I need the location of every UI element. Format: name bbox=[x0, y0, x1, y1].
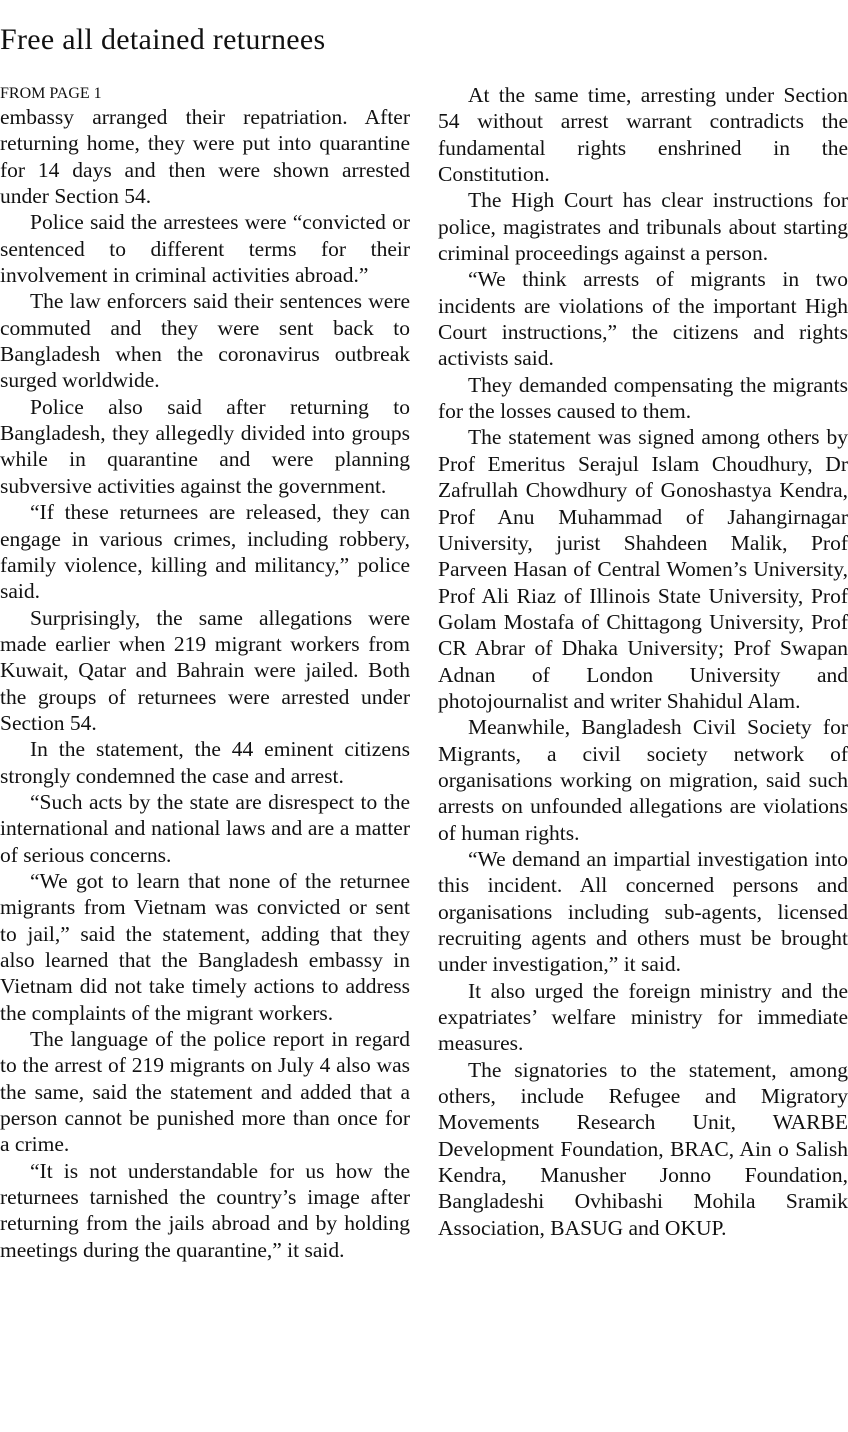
paragraph: Police said the arrestees were “convicted or sentenced to different terms for their involvement in criminal activities abroad.” bbox=[0, 210, 410, 288]
paragraph: “We demand an impartial investigation into this incident. All concerned persons and organisations including sub-agents, licensed recruiting agents and others must be brought under investigation,” it said. bbox=[438, 846, 848, 977]
paragraph: The signatories to the statement, among others, include Refugee and Migratory Movements Research Unit, WARBE Development Foundation, BRAC, Ain o Salish Kendra, Manusher Jonno Foundation, Bangladeshi Ovhibashi Mohila Sramik Association, BASUG and OKUP. bbox=[438, 1057, 848, 1240]
paragraph: “Such acts by the state are disrespect to the international and national laws and are a matter of serious concerns. bbox=[0, 789, 410, 867]
paragraph: “We think arrests of migrants in two incidents are violations of the important High Court instructions,” the citizens and rights activists said. bbox=[438, 267, 848, 371]
paragraph: The language of the police report in regard to the arrest of 219 migrants on July 4 also was the same, said the statement and added that a person cannot be punished more than once for a crime. bbox=[0, 1027, 410, 1157]
article-column-left bbox=[0, 104, 410, 1263]
paragraph: Meanwhile, Bangladesh Civil Society for Migrants, a civil society network of organisations working on migration, said such arrests on unfounded allegations are violations of human rights. bbox=[438, 715, 848, 845]
headline: Free all detained returnees bbox=[0, 23, 326, 56]
article-column-right bbox=[438, 82, 848, 1241]
paragraph: In the statement, the 44 eminent citizens strongly condemned the case and arrest. bbox=[0, 737, 410, 788]
paragraph: “It is not understandable for us how the returnees tarnished the country’s image after returning from the jails abroad and by holding meetings during the quarantine,” it said. bbox=[0, 1158, 410, 1262]
paragraph: “We got to learn that none of the returnee migrants from Vietnam was convicted or sent to jail,” said the statement, adding that they also learned that the Bangladesh embassy in Vietnam did not take timely actions to address the complaints of the migrant workers. bbox=[0, 868, 410, 1025]
paragraph: “If these returnees are released, they can engage in various crimes, including robbery, family violence, killing and militancy,” police said. bbox=[0, 500, 410, 604]
paragraph: The statement was signed among others by Prof Emeritus Serajul Islam Choudhury, Dr Zafrullah Chowdhury of Gonoshastya Kendra, Prof Anu Muhammad of Jahangirnagar University, jurist Shahdeen Malik, Prof Parveen Hasan of Central Women’s University, Prof Ali Riaz of Illinois State University, Prof Golam Mostafa of Chittagong University, Prof CR Abrar of Dhaka University; Prof Swapan Adnan of London University and photojournalist and writer Shahidul Alam. bbox=[438, 425, 848, 713]
paragraph: It also urged the foreign ministry and the expatriates’ welfare ministry for immediate measures. bbox=[438, 978, 848, 1056]
paragraph: They demanded compensating the migrants for the losses caused to them. bbox=[438, 372, 848, 424]
jump-line: FROM PAGE 1 bbox=[0, 85, 102, 102]
paragraph: At the same time, arresting under Section 54 without arrest warrant contradicts the fundamental rights enshrined in the Constitution. bbox=[438, 83, 848, 187]
paragraph: embassy arranged their repatriation. After returning home, they were put into quarantine for 14 days and then were shown arrested under Section 54. bbox=[0, 105, 410, 209]
paragraph: The High Court has clear instructions for police, magistrates and tribunals about starting criminal proceedings against a person. bbox=[438, 188, 848, 266]
paragraph: Police also said after returning to Bangladesh, they allegedly divided into groups while in quarantine and were planning subversive activities against the government. bbox=[0, 394, 410, 498]
paragraph: Surprisingly, the same allegations were made earlier when 219 migrant workers from Kuwait, Qatar and Bahrain were jailed. Both the groups of returnees were arrested under Section 54. bbox=[0, 605, 410, 735]
paragraph: The law enforcers said their sentences were commuted and they were sent back to Bangladesh when the coronavirus outbreak surged worldwide. bbox=[0, 289, 410, 393]
